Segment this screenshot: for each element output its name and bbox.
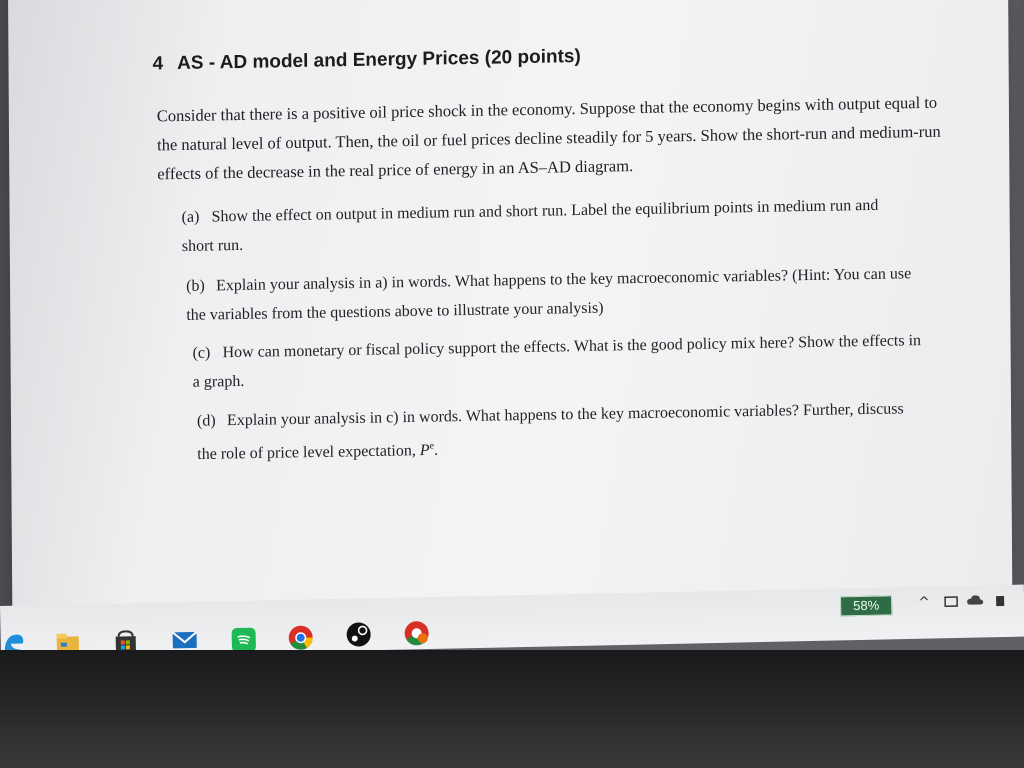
question-part-d — [197, 394, 927, 469]
part-text: Explain your analysis in c) in words. What happens to the key macroeconomic variables? Further, discuss the role of price level expectation, — [197, 400, 904, 464]
battery-indicator[interactable]: 58% — [840, 595, 892, 616]
part-label: (d) — [196, 412, 216, 430]
chevron-up-icon[interactable]: ^ — [917, 594, 931, 611]
part-label: (c) — [192, 344, 211, 362]
part-text: Show the effect on output in medium run and short run. Label the equilibrium points in medium run and short run. — [181, 196, 879, 255]
question-intro: Consider that there is a positive oil price shock in the economy. Suppose that the economy begins with output equal to the natural level of output. Then, the oil or fuel prices decline steadily for 5 years. Show the short-run and medium-run effects of the decrease in the real price of energy in an AS–AD diagram. — [156, 92, 941, 184]
part-text: Explain your analysis in a) in words. What happens to the key macroeconomic variables? (Hint: You can use the variables from the questions above to illustrate your analysis) — [186, 265, 912, 324]
question-title: AS - AD model and Energy Prices (20 points) — [177, 46, 581, 75]
part-text-end: . — [433, 441, 439, 459]
question-number: 4 — [152, 53, 164, 75]
steam-icon[interactable] — [344, 620, 371, 647]
price-expectation-symbol: P — [419, 441, 430, 460]
question-part-b — [186, 259, 916, 330]
chrome-profile-icon[interactable] — [402, 619, 429, 646]
question-part-c — [192, 326, 922, 397]
question-heading — [152, 46, 580, 75]
part-label: (a) — [181, 208, 200, 226]
laptop-bezel-bottom — [0, 650, 1024, 768]
document-page — [148, 4, 948, 464]
part-label: (b) — [186, 277, 205, 295]
expectation-superscript: e — [429, 440, 435, 452]
cloud-icon[interactable] — [966, 593, 984, 607]
part-text: How can monetary or fiscal policy support the effects. What is the good policy mix here? Show the effects in a graph. — [192, 332, 922, 391]
screen — [8, 0, 1012, 630]
chrome-icon[interactable] — [286, 623, 313, 650]
question-part-a — [182, 190, 912, 261]
network-icon[interactable] — [944, 594, 958, 610]
volume-icon[interactable] — [994, 593, 1008, 609]
